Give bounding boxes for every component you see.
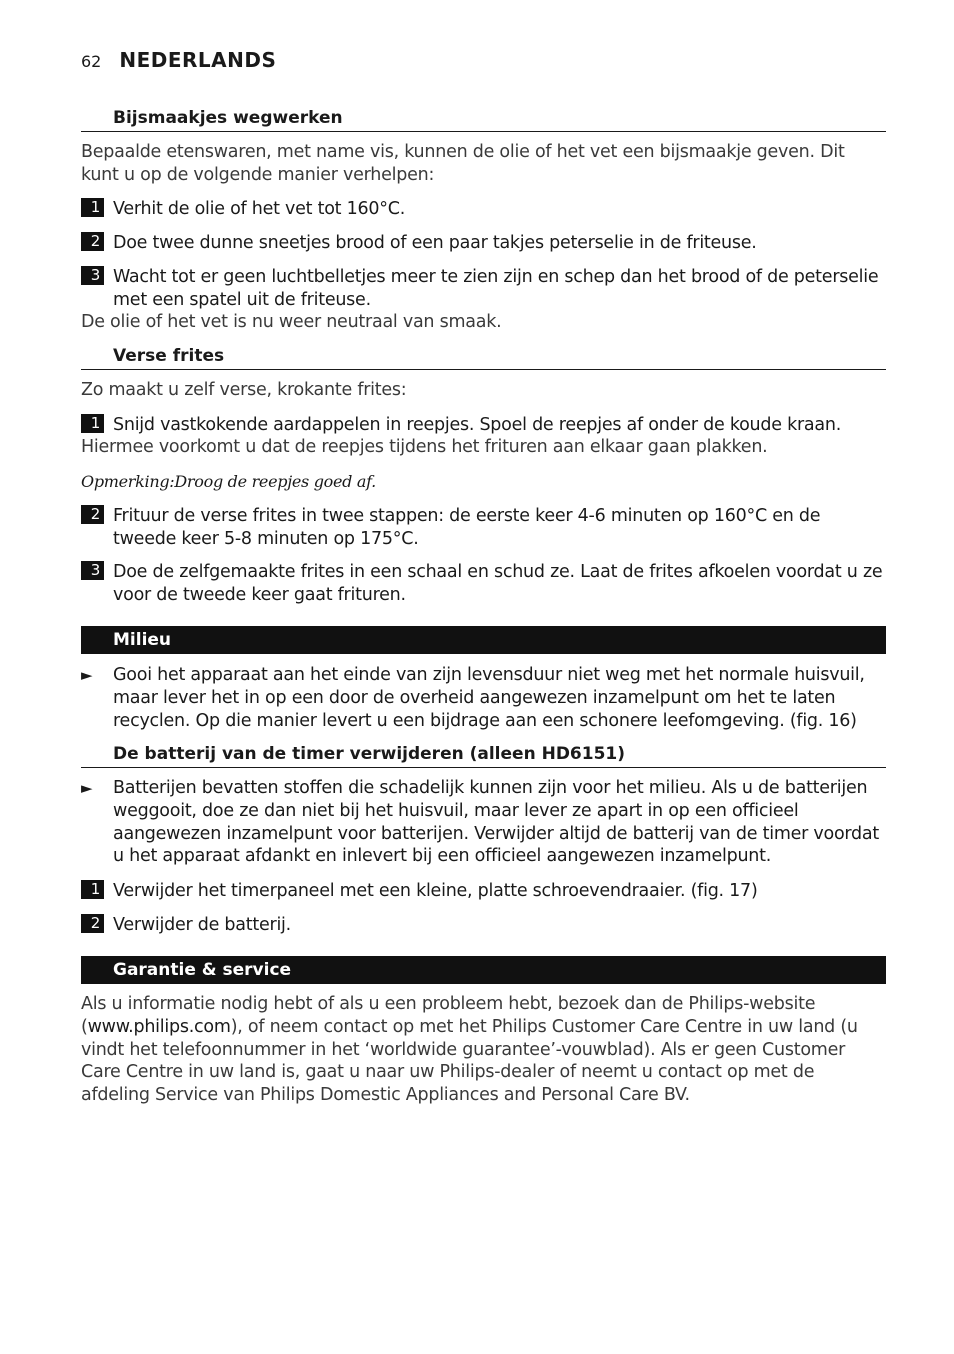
frites-intro: Zo maakt u zelf verse, krokante frites: (81, 380, 407, 400)
section-heading-bijsmaak: Bijsmaakjes wegwerken (81, 108, 886, 132)
step-text: Verhit de olie of het vet tot 160°C. (113, 199, 406, 219)
batterij-step-1 (81, 880, 886, 903)
step-number: 2 (81, 505, 104, 524)
bullet-text: Batterijen bevatten stoffen die schadelijk kunnen zijn voor het milieu. Als u de batterijen weggooit, doe ze dan niet bij het huisvuil, maar lever ze apart in op een officieel aangewezen inzamelpunt voor batterijen. Verwijder altijd de batterij van de timer voordat u het apparaat afdankt en inlevert bij een officieel aangewezen inzamelpunt. (113, 778, 880, 867)
bullet-text: Gooi het apparaat aan het einde van zijn levensduur niet weg met het normale huisvuil, maar lever het in op een door de overheid aangewezen inzamelpunt om het te laten recyclen. Op die manier levert u een bijdrage aan een schonere leefomgeving. (fig. 16) (113, 665, 865, 731)
garantie-text-before: Als u informatie nodig hebt of als u een probleem hebt, bezoek dan de Philips-website ( (81, 994, 816, 1037)
bijsmaak-step-2 (81, 232, 886, 255)
batterij-step-2 (81, 914, 886, 937)
frites-note: Opmerking:Droog de reepjes goed af. (81, 472, 376, 491)
milieu-bullet-item (81, 664, 886, 732)
page-number: 62 (81, 52, 102, 71)
triangle-bullet-icon: ► (81, 779, 93, 797)
bijsmaak-intro: Bepaalde etenswaren, met name vis, kunnen de olie of het vet een bijsmaakje geven. Dit kunt u op de volgende manier verhelpen: (81, 142, 845, 185)
step-text: Snijd vastkokende aardappelen in reepjes. Spoel de reepjes af onder de koude kraan. (113, 415, 842, 435)
philips-website-link[interactable]: www.philips.com (87, 1016, 231, 1037)
step-text: Doe twee dunne sneetjes brood of een paar takjes peterselie in de friteuse. (113, 233, 757, 253)
step-text: Wacht tot er geen luchtbelletjes meer te zien zijn en schep dan het brood of de peterselie met een spatel uit de friteuse. (113, 267, 879, 310)
garantie-text (81, 993, 886, 1107)
step-number: 1 (81, 198, 104, 217)
step-number: 1 (81, 880, 104, 899)
step-text: Verwijder het timerpaneel met een kleine, platte schroevendraaier. (fig. 17) (113, 881, 758, 901)
bijsmaak-step-1 (81, 198, 886, 221)
step-number: 2 (81, 232, 104, 251)
garantie-text-after: ), of neem contact op met het Philips Customer Care Centre in uw land (u vindt het telefoonnummer in het ‘worldwide guarantee’-vouwblad). Als er geen Customer Care Centre in uw land is, gaat u naar uw Philips-dealer of neemt u contact op met de afdeling Service van Philips Domestic Appliances and Personal Care BV. (81, 1016, 858, 1106)
section-bar-milieu: Milieu (81, 626, 886, 654)
step-text: Frituur de verse frites in twee stappen: de eerste keer 4-6 minuten op 160°C en de tweede keer 5-8 minuten op 175°C. (113, 506, 821, 549)
step-text: Verwijder de batterij. (113, 915, 291, 935)
bijsmaak-step-3 (81, 266, 886, 312)
step-text: Doe de zelfgemaakte frites in een schaal en schud ze. Laat de frites afkoelen voordat u ze voor de tweede keer gaat frituren. (113, 562, 883, 605)
step-number: 2 (81, 914, 104, 933)
frites-step-1-extra: Hiermee voorkomt u dat de reepjes tijdens het frituren aan elkaar gaan plakken. (81, 437, 768, 457)
language-title: NEDERLANDS (119, 48, 277, 72)
section-heading-batterij: De batterij van de timer verwijderen (alleen HD6151) (81, 744, 886, 768)
frites-step-2 (81, 505, 886, 551)
section-heading-frites: Verse frites (81, 346, 886, 370)
step-number: 1 (81, 414, 104, 433)
batterij-bullet-item (81, 777, 886, 868)
step-number: 3 (81, 266, 104, 285)
triangle-bullet-icon: ► (81, 666, 93, 684)
section-bar-garantie: Garantie & service (81, 956, 886, 984)
bijsmaak-result: De olie of het vet is nu weer neutraal van smaak. (81, 312, 502, 332)
frites-step-1 (81, 414, 886, 437)
page-header (81, 48, 276, 72)
frites-step-3 (81, 561, 886, 607)
step-number: 3 (81, 561, 104, 580)
